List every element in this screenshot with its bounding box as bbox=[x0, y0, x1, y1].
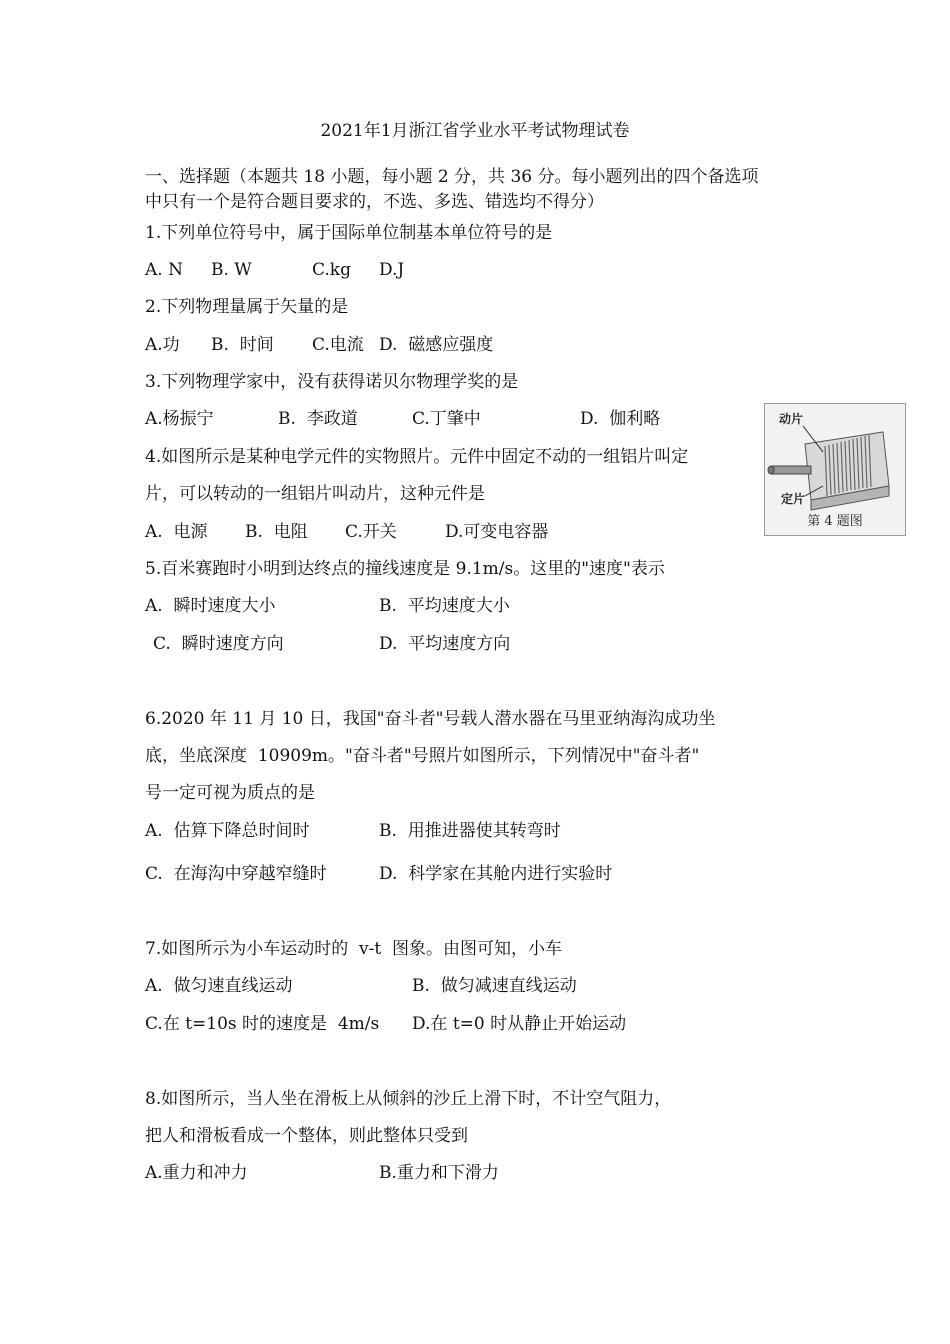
question-6-option-d: D. 科学家在其舱内进行实验时 bbox=[379, 864, 613, 884]
question-1-option-c: C.kg bbox=[312, 260, 351, 280]
question-5-option-c: C. 瞬时速度方向 bbox=[153, 634, 284, 654]
question-2-option-a: A.功 bbox=[145, 335, 180, 355]
question-3-stem: 3.下列物理学家中，没有获得诺贝尔物理学奖的是 bbox=[145, 372, 519, 392]
question-4-option-c: C.开关 bbox=[345, 522, 397, 542]
question-4-figure bbox=[764, 403, 906, 536]
question-2-stem: 2.下列物理量属于矢量的是 bbox=[145, 297, 349, 317]
question-5-option-b: B. 平均速度大小 bbox=[379, 596, 510, 616]
page-title: 2021年1月浙江省学业水平考试物理试卷 bbox=[320, 121, 630, 141]
question-8-option-a: A.重力和冲力 bbox=[145, 1163, 248, 1183]
question-2-option-d: D. 磁感应强度 bbox=[379, 335, 494, 355]
question-6-stem-line3: 号一定可视为质点的是 bbox=[145, 783, 315, 803]
question-3-option-d: D. 伽利略 bbox=[580, 409, 661, 429]
question-2-option-c: C.电流 bbox=[312, 335, 364, 355]
question-1-option-d: D.J bbox=[379, 260, 405, 280]
question-4-stem-line1: 4.如图所示是某种电学元件的实物照片。元件中固定不动的一组铝片叫定 bbox=[145, 447, 689, 467]
question-6-option-b: B. 用推进器使其转弯时 bbox=[379, 821, 561, 841]
question-8-stem-line1: 8.如图所示，当人坐在滑板上从倾斜的沙丘上滑下时，不计空气阻力， bbox=[145, 1089, 672, 1109]
question-5-stem: 5.百米赛跑时小明到达终点的撞线速度是 9.1m/s。这里的"速度"表示 bbox=[145, 559, 665, 579]
question-6-stem-line1: 6.2020 年 11 月 10 日，我国"奋斗者"号载人潜水器在马里亚纳海沟成功坐 bbox=[145, 709, 716, 729]
section-instruction-line1: 一、选择题（本题共 18 小题，每小题 2 分，共 36 分。每小题列出的四个备选项 bbox=[145, 167, 759, 187]
question-7-option-b: B. 做匀减速直线运动 bbox=[412, 976, 577, 996]
question-7-option-c: C.在 t=10s 时的速度是 4m/s bbox=[145, 1014, 380, 1034]
question-3-option-a: A.杨振宁 bbox=[145, 409, 214, 429]
question-5-option-d: D. 平均速度方向 bbox=[379, 634, 511, 654]
question-5-option-a: A. 瞬时速度大小 bbox=[145, 596, 276, 616]
question-3-option-c: C.丁肇中 bbox=[412, 409, 481, 429]
question-1-option-b: B. W bbox=[211, 260, 252, 280]
question-1-option-a: A. N bbox=[145, 260, 183, 280]
question-1-stem: 1.下列单位符号中，属于国际单位制基本单位符号的是 bbox=[145, 223, 553, 243]
question-7-option-a: A. 做匀速直线运动 bbox=[145, 976, 293, 996]
question-4-stem-line2: 片，可以转动的一组铝片叫动片，这种元件是 bbox=[145, 484, 485, 504]
question-8-stem-line2: 把人和滑板看成一个整体，则此整体只受到 bbox=[145, 1126, 468, 1146]
question-6-stem-line2: 底，坐底深度 10909m。"奋斗者"号照片如图所示，下列情况中"奋斗者" bbox=[145, 746, 700, 766]
question-6-option-a: A. 估算下降总时间时 bbox=[145, 821, 310, 841]
question-4-option-d: D.可变电容器 bbox=[445, 522, 549, 542]
question-6-option-c: C. 在海沟中穿越窄缝时 bbox=[145, 864, 327, 884]
question-7-option-d: D.在 t=0 时从静止开始运动 bbox=[412, 1014, 627, 1034]
question-3-option-b: B. 李政道 bbox=[278, 409, 358, 429]
section-instruction-line2: 中只有一个是符合题目要求的，不选、多选、错选均不得分） bbox=[145, 192, 604, 212]
question-4-option-b: B. 电阻 bbox=[245, 522, 308, 542]
question-4-option-a: A. 电源 bbox=[145, 522, 208, 542]
figure-caption: 第 4 题图 bbox=[807, 514, 863, 529]
figure-label-moving-plate: 动片 bbox=[779, 412, 804, 426]
question-2-option-b: B. 时间 bbox=[211, 335, 274, 355]
question-7-stem: 7.如图所示为小车运动时的 v-t 图象。由图可知，小车 bbox=[145, 939, 563, 959]
question-8-option-b: B.重力和下滑力 bbox=[379, 1163, 499, 1183]
figure-label-fixed-plate: 定片 bbox=[781, 492, 806, 506]
